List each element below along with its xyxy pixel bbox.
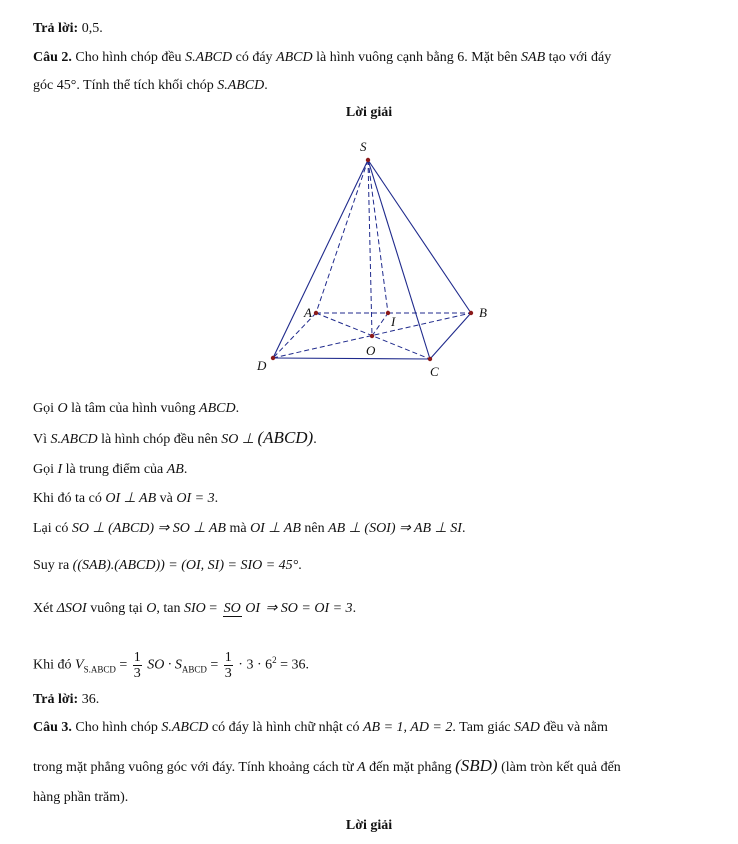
point-O bbox=[370, 334, 374, 338]
fraction-one-third-2: $\frac{1}{3}$ bbox=[224, 649, 232, 681]
answer-line-1 bbox=[33, 20, 103, 38]
label-I: I bbox=[391, 314, 396, 329]
question-2-label: Câu 2. bbox=[33, 50, 72, 65]
label-S: S bbox=[360, 139, 367, 154]
point-I bbox=[386, 311, 390, 315]
answer-value-2: 36. bbox=[81, 692, 100, 707]
step-8: Khi đó $V_{S.ABCD}$ = $\frac{1}{3}$ SO · $S_{ABCD}$ = $\frac{1}{3}$ · $3 \cdot 6^2 = 36$. bbox=[33, 649, 310, 681]
step-3: Gọi I là trung điểm của AB. bbox=[33, 462, 188, 477]
label-O: O bbox=[366, 343, 376, 358]
label-D: D bbox=[257, 358, 267, 373]
figure-dashed-edges bbox=[273, 160, 471, 359]
point-S bbox=[366, 158, 370, 162]
point-D bbox=[271, 356, 275, 360]
step-4: Khi đó ta có OI ⊥ AB và OI = 3. bbox=[33, 491, 219, 506]
edge-SB bbox=[368, 160, 471, 313]
answer-label: Trả lời: bbox=[33, 21, 79, 36]
question-3-line-3: hàng phần trăm). bbox=[33, 790, 129, 805]
edge-CB bbox=[430, 313, 471, 359]
step-1: Gọi O là tâm của hình vuông ABCD. bbox=[33, 401, 240, 416]
fraction-SO-OI: SO OI bbox=[223, 601, 261, 617]
point-A bbox=[314, 311, 318, 315]
step-5: Lại có SO ⊥ (ABCD) ⇒ SO ⊥ AB mà OI ⊥ AB nên AB ⊥ (SOI) ⇒ AB ⊥ SI. bbox=[33, 521, 466, 536]
question-2-line-1: Câu 2. Cho hình chóp đều S.ABCD có đáy ABCD là hình vuông cạnh bằng 6. Mặt bên SAB tạo với đáy bbox=[33, 50, 612, 65]
answer-line-2 bbox=[33, 691, 99, 709]
point-C bbox=[428, 357, 432, 361]
question-3-label: Câu 3. bbox=[33, 720, 72, 735]
label-C: C bbox=[430, 364, 439, 379]
point-B bbox=[469, 311, 473, 315]
label-A: A bbox=[304, 305, 312, 320]
edge-DC bbox=[273, 358, 430, 359]
solution-title-2: Lời giải bbox=[345, 818, 393, 833]
answer-label-2: Trả lời: bbox=[33, 692, 79, 707]
question-3-line-2: trong mặt phẳng vuông góc với đáy. Tính khoảng cách từ A đến mặt phẳng (SBD) (làm tròn kết quả đến bbox=[33, 756, 621, 775]
question-2-line-2: góc 45°. Tính thể tích khối chóp S.ABCD. bbox=[33, 78, 268, 93]
step-7: Xét ΔSOI vuông tại O, tan SIO = SO OI ⇒ SO = OI = 3. bbox=[33, 601, 357, 617]
question-3-line-1: Câu 3. Cho hình chóp S.ABCD có đáy là hình chữ nhật có AB = 1, AD = 2. Tam giác SAD đều và nằm bbox=[33, 720, 608, 735]
step-6: Suy ra ((SAB).(ABCD)) = (OI, SI) = SIO = 45°. bbox=[33, 558, 302, 573]
fraction-one-third: $\frac{1}{3}$ bbox=[133, 649, 141, 681]
solution-title: Lời giải bbox=[345, 105, 393, 120]
edge-SA bbox=[316, 160, 368, 313]
step-2: Vì S.ABCD là hình chóp đều nên SO ⊥ (ABCD). bbox=[33, 428, 317, 447]
answer-value: 0,5. bbox=[81, 21, 103, 36]
label-B: B bbox=[479, 305, 487, 320]
pyramid-figure bbox=[240, 132, 500, 382]
